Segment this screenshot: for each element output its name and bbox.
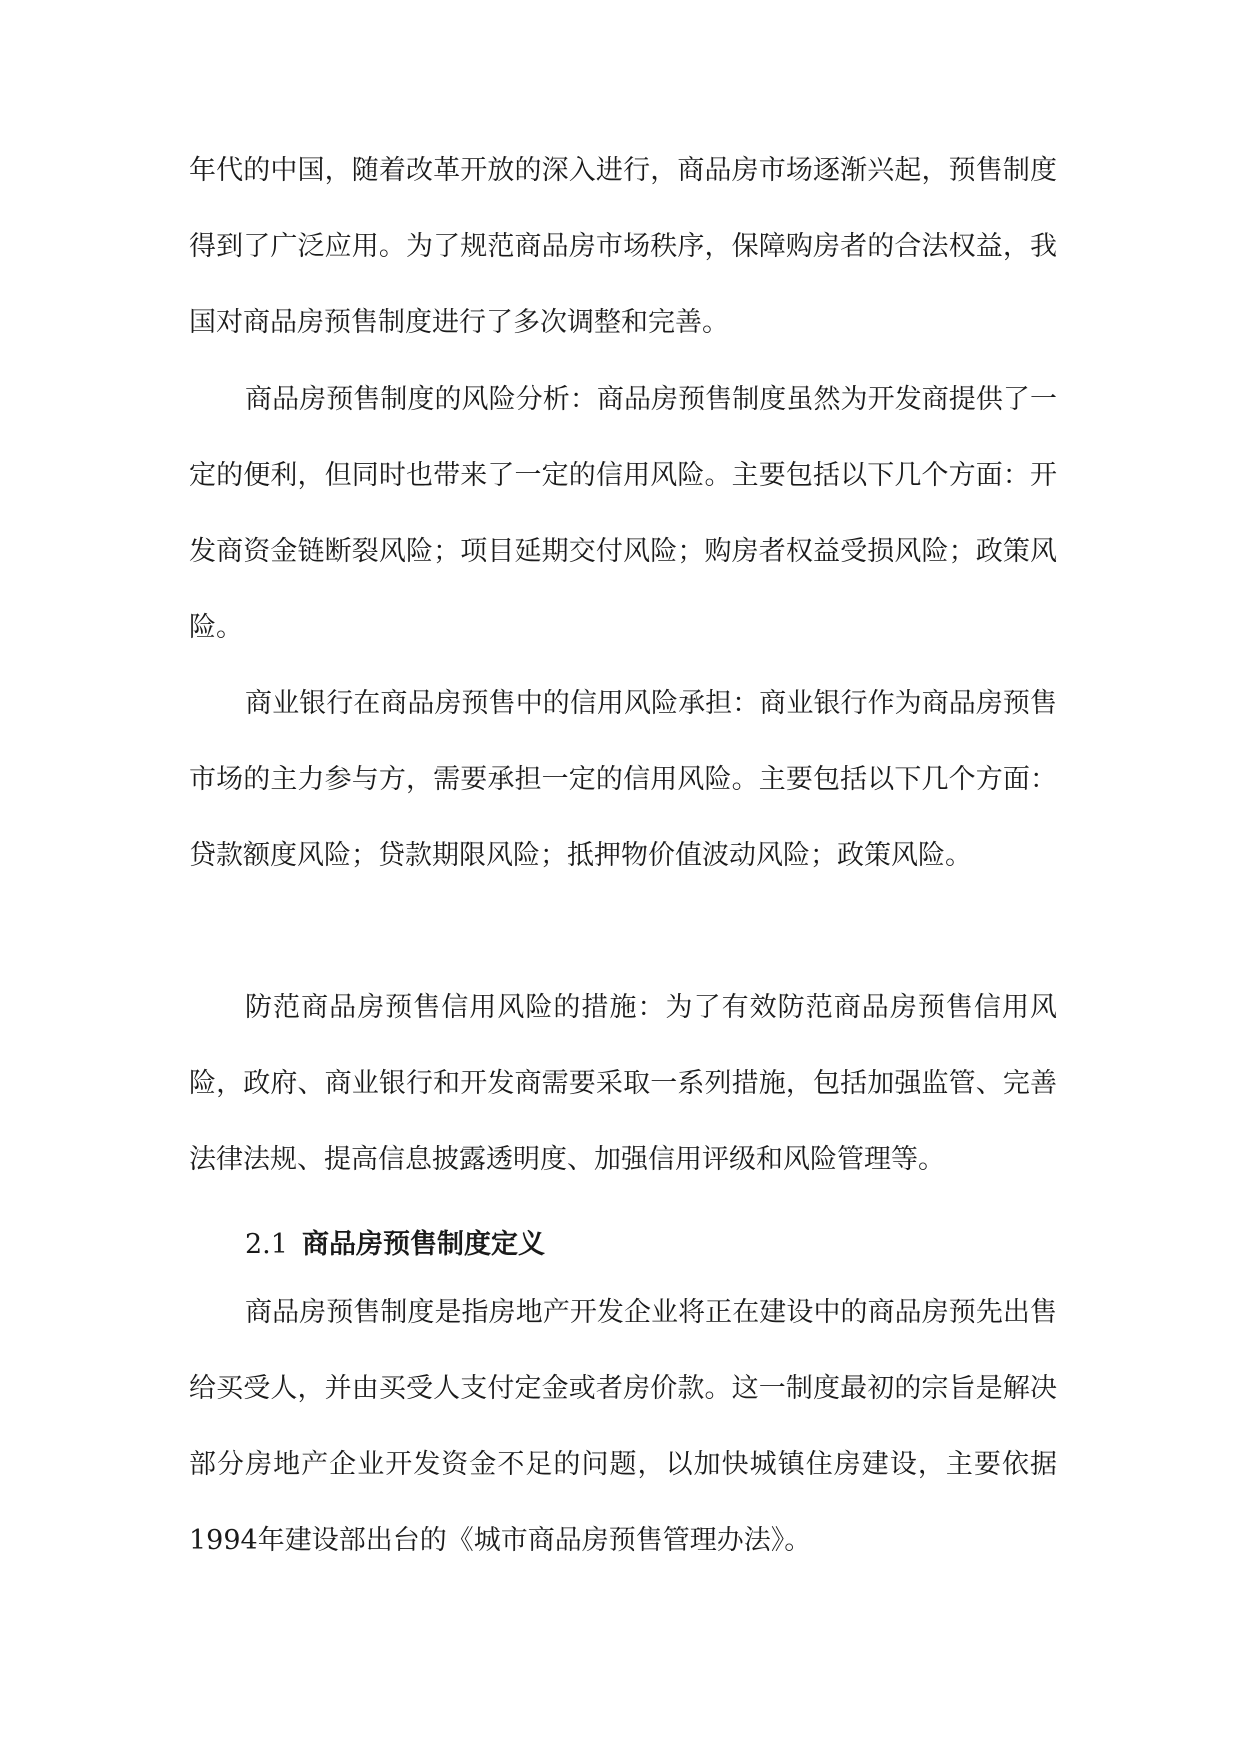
paragraph-continuation: 年代的中国，随着改革开放的深入进行，商品房市场逐渐兴起，预售制度得到了广泛应用。为了规范商品房市场秩序，保障购房者的合法权益，我国对商品房预售制度进行了多次调整和完善。 xyxy=(189,155,1057,338)
paragraph-bank-credit-risk: 商业银行在商品房预售中的信用风险承担：商业银行作为商品房预售市场的主力参与方，需要承担一定的信用风险。主要包括以下几个方面：贷款额度风险；贷款期限风险；抵押物价值波动风险；政策风险。 xyxy=(189,688,1057,871)
section-heading xyxy=(245,1225,545,1265)
paragraph-prevention-measures: 防范商品房预售信用风险的措施：为了有效防范商品房预售信用风险，政府、商业银行和开发商需要采取一系列措施，包括加强监管、完善法律法规、提高信息披露透明度、加强信用评级和风险管理等。 xyxy=(189,992,1057,1175)
section-title: 商品房预售制度定义 xyxy=(301,1229,545,1260)
section-number: 2.1 xyxy=(245,1229,288,1260)
paragraph-definition: 商品房预售制度是指房地产开发企业将正在建设中的商品房预先出售给买受人，并由买受人支付定金或者房价款。这一制度最初的宗旨是解决部分房地产企业开发资金不足的问题，以加快城镇住房建设，主要依据1994年建设部出台的《城市商品房预售管理办法》。 xyxy=(189,1297,1057,1556)
paragraph-risk-analysis: 商品房预售制度的风险分析：商品房预售制度虽然为开发商提供了一定的便利，但同时也带来了一定的信用风险。主要包括以下几个方面：开发商资金链断裂风险；项目延期交付风险；购房者权益受损风险；政策风险。 xyxy=(189,384,1057,643)
